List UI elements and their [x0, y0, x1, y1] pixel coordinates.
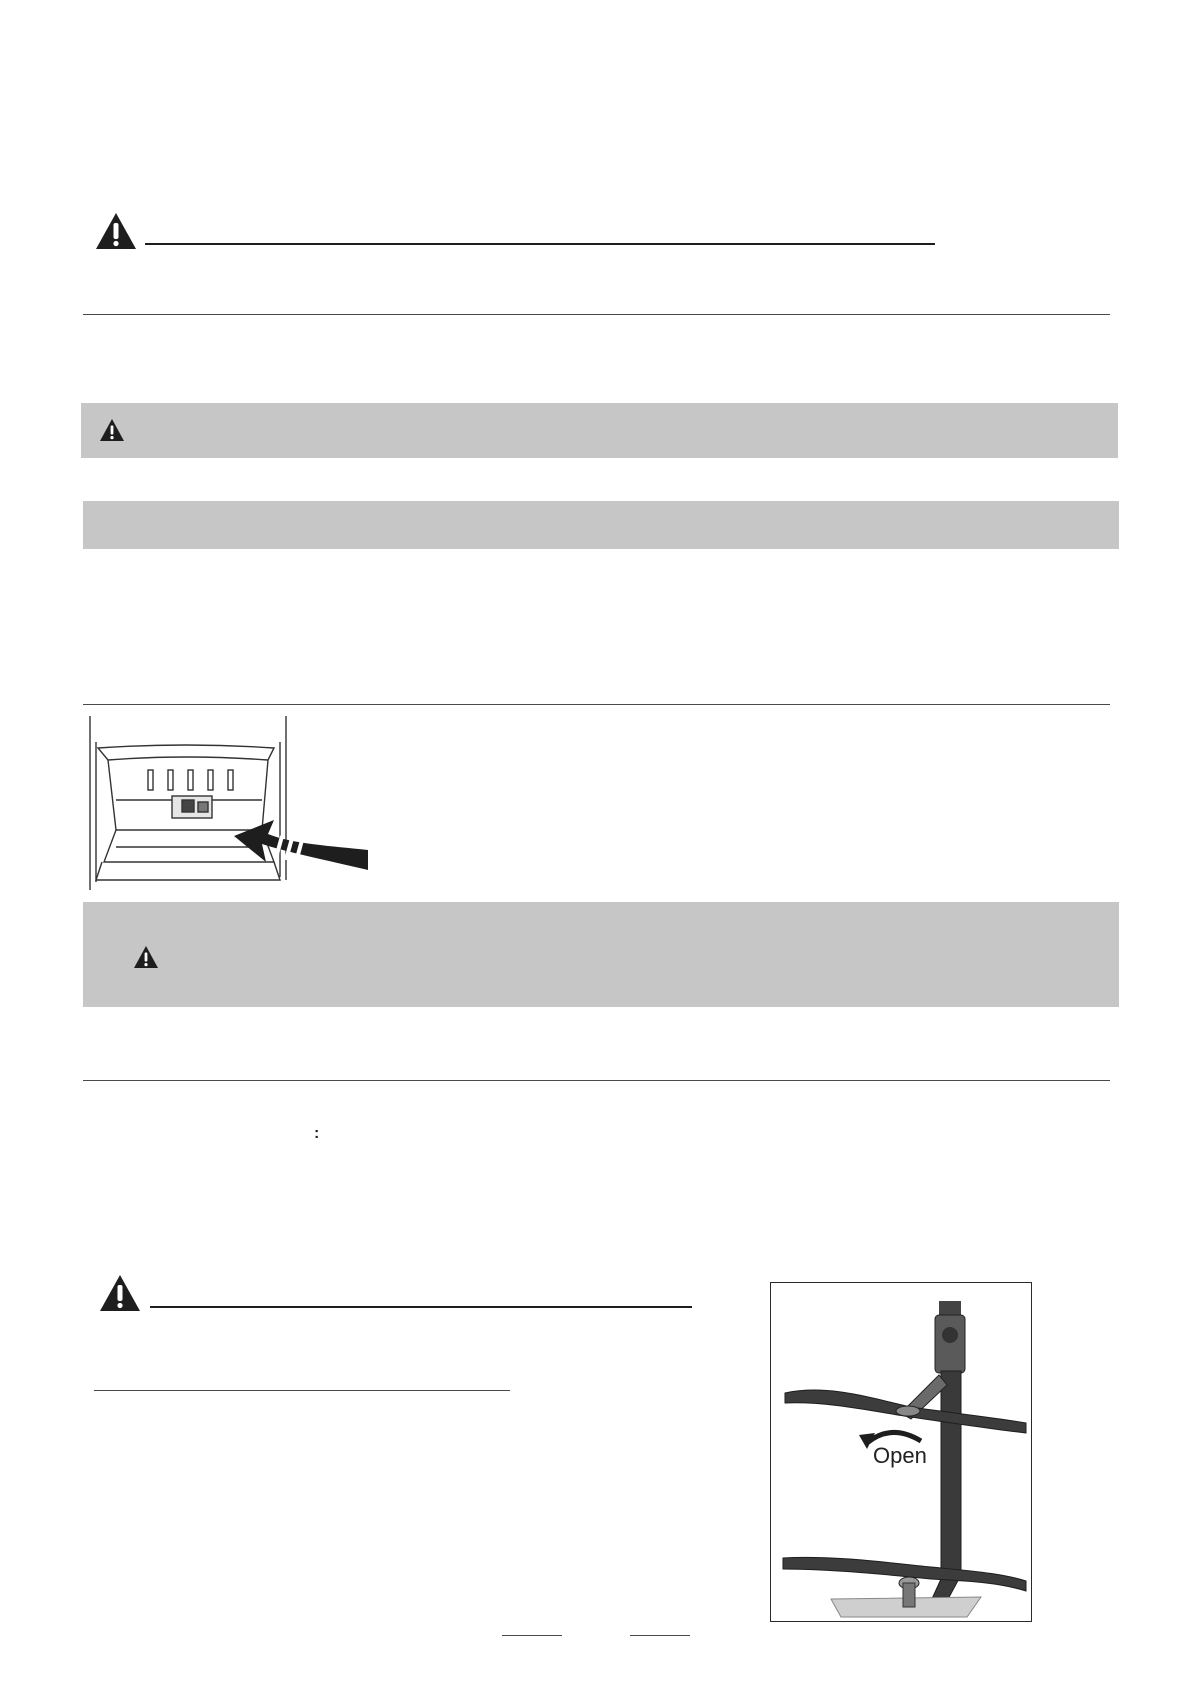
warning-triangle-icon: [99, 418, 125, 442]
dishwasher-filter-arrow-icon: [86, 712, 378, 894]
spray-arm-figure: [770, 1282, 1032, 1622]
text-underline: [94, 1390, 510, 1391]
open-label: Open: [873, 1443, 927, 1468]
warning-heading-underline: [150, 1306, 692, 1308]
warning-triangle-icon: [94, 211, 138, 251]
colon-mark: :: [314, 1125, 320, 1142]
text-underline: [502, 1635, 562, 1636]
warning-heading-underline: [145, 243, 935, 245]
warning-triangle-icon: [133, 945, 159, 969]
section-divider: [83, 704, 1110, 705]
section-divider: [83, 1080, 1110, 1081]
text-underline: [630, 1635, 690, 1636]
section-divider: [83, 314, 1110, 315]
notice-band: [83, 501, 1119, 549]
notice-band: [83, 902, 1119, 1007]
notice-band: [81, 403, 1118, 458]
warning-triangle-icon: [98, 1273, 142, 1313]
